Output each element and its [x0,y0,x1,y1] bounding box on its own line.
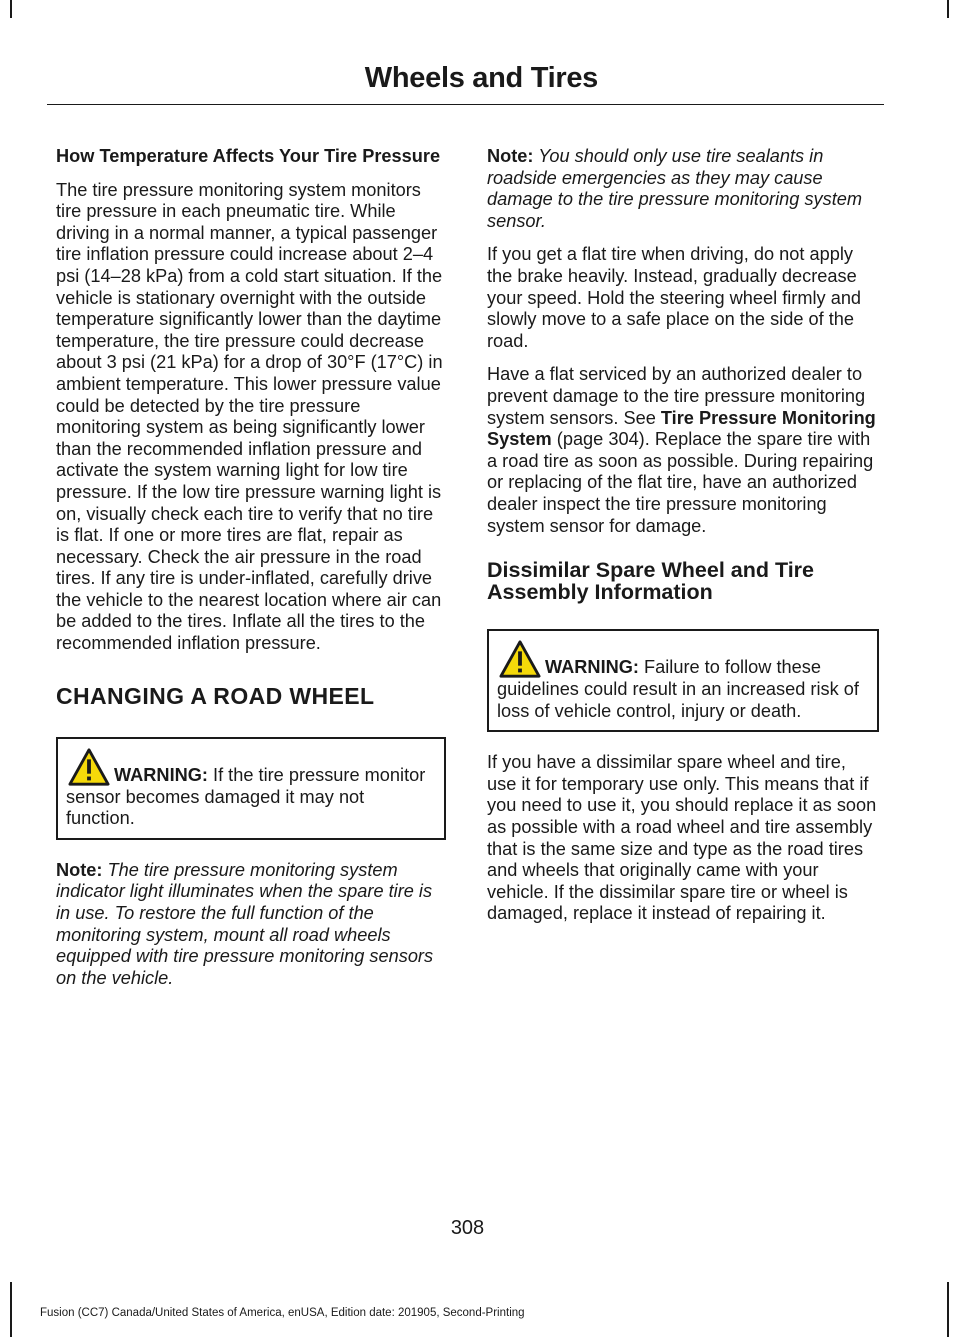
header-divider [47,104,884,105]
dissimilar-spare-heading: Dissimilar Spare Wheel and Tire Assembly Information [487,558,815,605]
warning-box [56,737,446,840]
warning-triangle-icon [499,639,541,679]
note-label: Note: [487,146,534,166]
crop-mark-top-right [947,0,949,18]
warning-text: Failure to follow these guidelines could result in an increased risk of loss of vehicle control, injury or death. [497,657,859,721]
flat-tire-paragraph: If you get a flat tire when driving, do not apply the brake heavily. Instead, gradually decrease your speed. Hold the steering wheel firmly and slowly move to a safe place on the side of the road. [487,244,862,351]
crop-mark-bottom-left [10,1282,12,1337]
note-paragraph [56,860,446,990]
right-column [487,146,879,937]
warning-box [487,629,879,732]
service-text-after: (page 304). Replace the spare tire with a road tire as soon as possible. During repairing or replacing of the flat tire, have an authorized dealer inspect the tire pressure monitoring system sensor for damage. [487,429,874,536]
service-text-before: Have a flat serviced by an authorized dealer to prevent damage to the tire pressure monitoring system sensors. See [487,364,866,428]
page-number: 308 [450,1217,485,1239]
temperature-heading: How Temperature Affects Your Tire Pressure [56,146,441,166]
changing-wheel-heading: CHANGING A ROAD WHEEL [56,682,375,709]
footer-edition: Fusion (CC7) Canada/United States of America, enUSA, Edition date: 201905, Second-Printing [40,1307,525,1319]
service-paragraph [487,364,879,537]
left-column [56,146,446,1001]
dissimilar-spare-paragraph: If you have a dissimilar spare wheel and tire, use it for temporary use only. This means that if you need to use it, you should replace it as soon as possible with a road wheel and tire assembly that is the same size and type as the road tires and wheels that originally came with your vehicle. If the dissimilar spare tire or wheel is damaged, replace it instead of repairing it. [487,752,877,924]
page-title: Wheels and Tires [364,62,598,94]
temperature-paragraph: The tire pressure monitoring system monitors tire pressure in each pneumatic tire. While driving in a normal manner, a typical passenger tire inflation pressure could increase about 2–4 psi (14–28 kPa) from a cold start situation. If the vehicle is stationary overnight with the outside temperature significantly lower than the daytime temperature, the tire pressure could decrease about 3 psi (21 kPa) for a drop of 30°F (17°C) in ambient temperature. This lower pressure value could be detected by the tire pressure monitoring system as being significantly lower than the recommended inflation pressure and activate the system warning light for low tire pressure. If the low tire pressure warning light is on, visually check each tire to verify that no tire is flat. If one or more tires are flat, repair as necessary. Check the air pressure in the road tires. If any tire is under-inflated, carefully drive the vehicle to the nearest location where air can be added to the tires. Inflate all the tires to the recommended inflation pressure. [56,179,443,654]
crop-mark-top-left [10,0,12,18]
warning-text: If the tire pressure monitor sensor becomes damaged it may not function. [66,764,426,829]
warning-label: WARNING: [114,764,208,785]
warning-label: WARNING: [545,657,639,678]
note-text: The tire pressure monitoring system indicator light illuminates when the spare tire is in use. To restore the full function of the monitoring system, mount all road wheels equipped with tire pressure monitoring sensors on the vehicle. [56,859,434,988]
note-text: You should only use tire sealants in roadside emergencies as they may cause damage to the tire pressure monitoring system sensor. [487,146,863,231]
warning-triangle-icon [68,747,110,787]
tpms-cross-reference-link[interactable]: Tire Pressure Monitoring System [487,407,876,450]
crop-mark-bottom-right [947,1282,949,1337]
sealant-note [487,146,879,232]
note-label: Note: [56,859,103,880]
